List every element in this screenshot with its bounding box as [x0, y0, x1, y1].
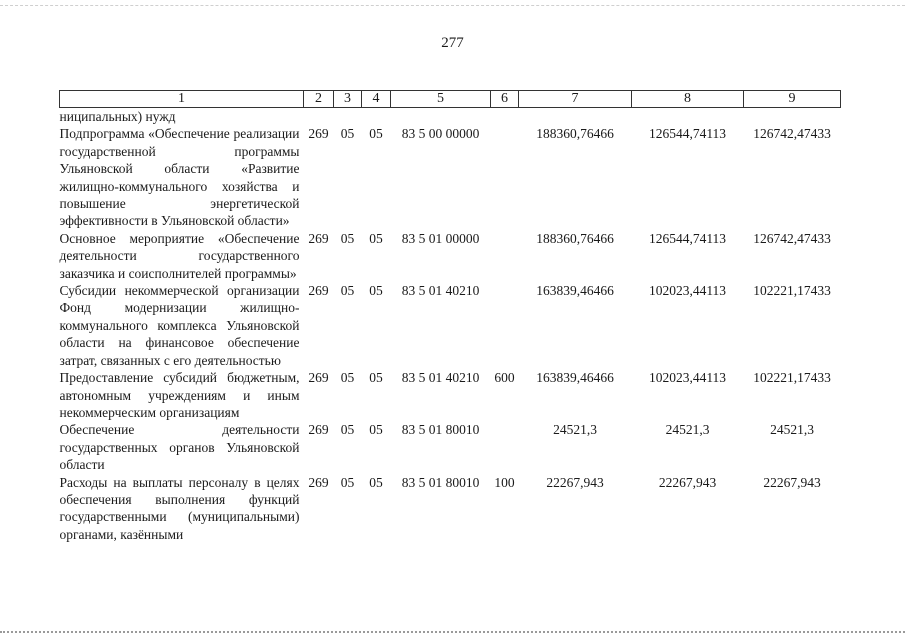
table-row	[60, 369, 841, 421]
cell-col8: 24521,3	[665, 422, 710, 438]
cell-col3: 05	[340, 422, 355, 438]
column-header-6: 6	[491, 91, 519, 108]
column-header-5: 5	[391, 91, 491, 108]
cell-col5: 83 5 00 00000	[401, 126, 480, 142]
row-name: Субсидии некоммерческой организации Фонд модернизации жилищно-коммунального комплекса Ульяновской области на финансовое обеспечение затрат, связанных с его деятельностью	[59, 283, 300, 368]
cell-col2: 269	[308, 126, 329, 142]
cell-col2: 269	[308, 370, 329, 386]
cell-col4: 05	[369, 422, 383, 438]
scan-top-edge	[0, 5, 905, 6]
cell-col8: 126544,74113	[648, 126, 727, 142]
row-name: Подпрограмма «Обеспечение реализации государственной программы Ульяновской области «Развитие жилищно-коммунального хозяйства и повышение энергетической эффективности в Ульяновской области»	[59, 126, 300, 229]
table-row	[60, 474, 841, 544]
column-header-8: 8	[632, 91, 744, 108]
cell-col8: 102023,44113	[648, 370, 727, 386]
cell-col7: 24521,3	[553, 422, 597, 438]
continuation-row	[60, 108, 841, 126]
cell-col6: 600	[494, 370, 515, 386]
column-header-4: 4	[362, 91, 391, 108]
cell-col6	[491, 125, 519, 229]
cell-col7: 163839,46466	[536, 283, 614, 299]
table-row	[60, 230, 841, 282]
cell-col4: 05	[369, 126, 383, 142]
budget-table	[59, 90, 841, 543]
cell-col4: 05	[369, 283, 383, 299]
cell-col9: 102221,17433	[753, 370, 831, 386]
column-header-2: 2	[304, 91, 334, 108]
header-row	[60, 91, 841, 108]
cell-col3: 05	[340, 126, 355, 142]
row-name: Обеспечение деятельности государственных органов Ульяновской области	[59, 422, 300, 473]
cell-col7: 188360,76466	[536, 126, 614, 142]
cell-col9: 22267,943	[763, 474, 821, 490]
cell-col7: 22267,943	[546, 474, 604, 490]
cell-col8: 102023,44113	[648, 283, 727, 299]
cell-col4: 05	[369, 474, 383, 490]
cell-col2: 269	[308, 283, 329, 299]
cell-col2: 269	[308, 422, 329, 438]
column-header-1: 1	[60, 91, 304, 108]
cell-col5: 83 5 01 40210	[401, 370, 480, 386]
cell-col5: 83 5 01 40210	[401, 283, 480, 299]
cell-col9: 126742,47433	[753, 126, 831, 142]
cell-col6	[491, 230, 519, 282]
continuation-text: ниципальных) нужд	[59, 109, 176, 124]
cell-col5: 83 5 01 80010	[401, 422, 480, 438]
cell-col6: 100	[494, 474, 515, 490]
cell-col7: 188360,76466	[536, 230, 614, 246]
scan-bottom-edge	[0, 631, 905, 633]
cell-col5: 83 5 01 80010	[401, 474, 480, 490]
cell-col3: 05	[340, 474, 355, 490]
cell-col2: 269	[308, 230, 329, 246]
cell-col3: 05	[340, 230, 355, 246]
row-name: Расходы на выплаты персоналу в целях обеспечения выполнения функций государственными (муниципальными) органами, казёнными	[59, 474, 300, 542]
table-row	[60, 421, 841, 473]
cell-col7: 163839,46466	[536, 370, 614, 386]
row-name: Основное мероприятие «Обеспечение деятельности государственного заказчика и соисполнителей программы»	[59, 230, 300, 281]
column-header-9: 9	[744, 91, 841, 108]
cell-col3: 05	[340, 370, 355, 386]
page-number: 277	[441, 35, 464, 51]
cell-col5: 83 5 01 00000	[401, 230, 480, 246]
cell-col8: 22267,943	[658, 474, 717, 490]
column-header-3: 3	[334, 91, 362, 108]
cell-col6	[491, 282, 519, 369]
cell-col4: 05	[369, 230, 383, 246]
cell-col8: 126544,74113	[648, 230, 727, 246]
column-header-7: 7	[519, 91, 632, 108]
cell-col4: 05	[369, 370, 383, 386]
cell-col3: 05	[340, 283, 355, 299]
cell-col9: 126742,47433	[753, 230, 831, 246]
table-row	[60, 125, 841, 229]
cell-col6	[491, 421, 519, 473]
table-row	[60, 282, 841, 369]
cell-col9: 102221,17433	[753, 283, 831, 299]
cell-col9: 24521,3	[770, 422, 814, 438]
cell-col2: 269	[308, 474, 329, 490]
row-name: Предоставление субсидий бюджетным, автономным учреждениям и иным некоммерческим организациям	[59, 370, 300, 420]
